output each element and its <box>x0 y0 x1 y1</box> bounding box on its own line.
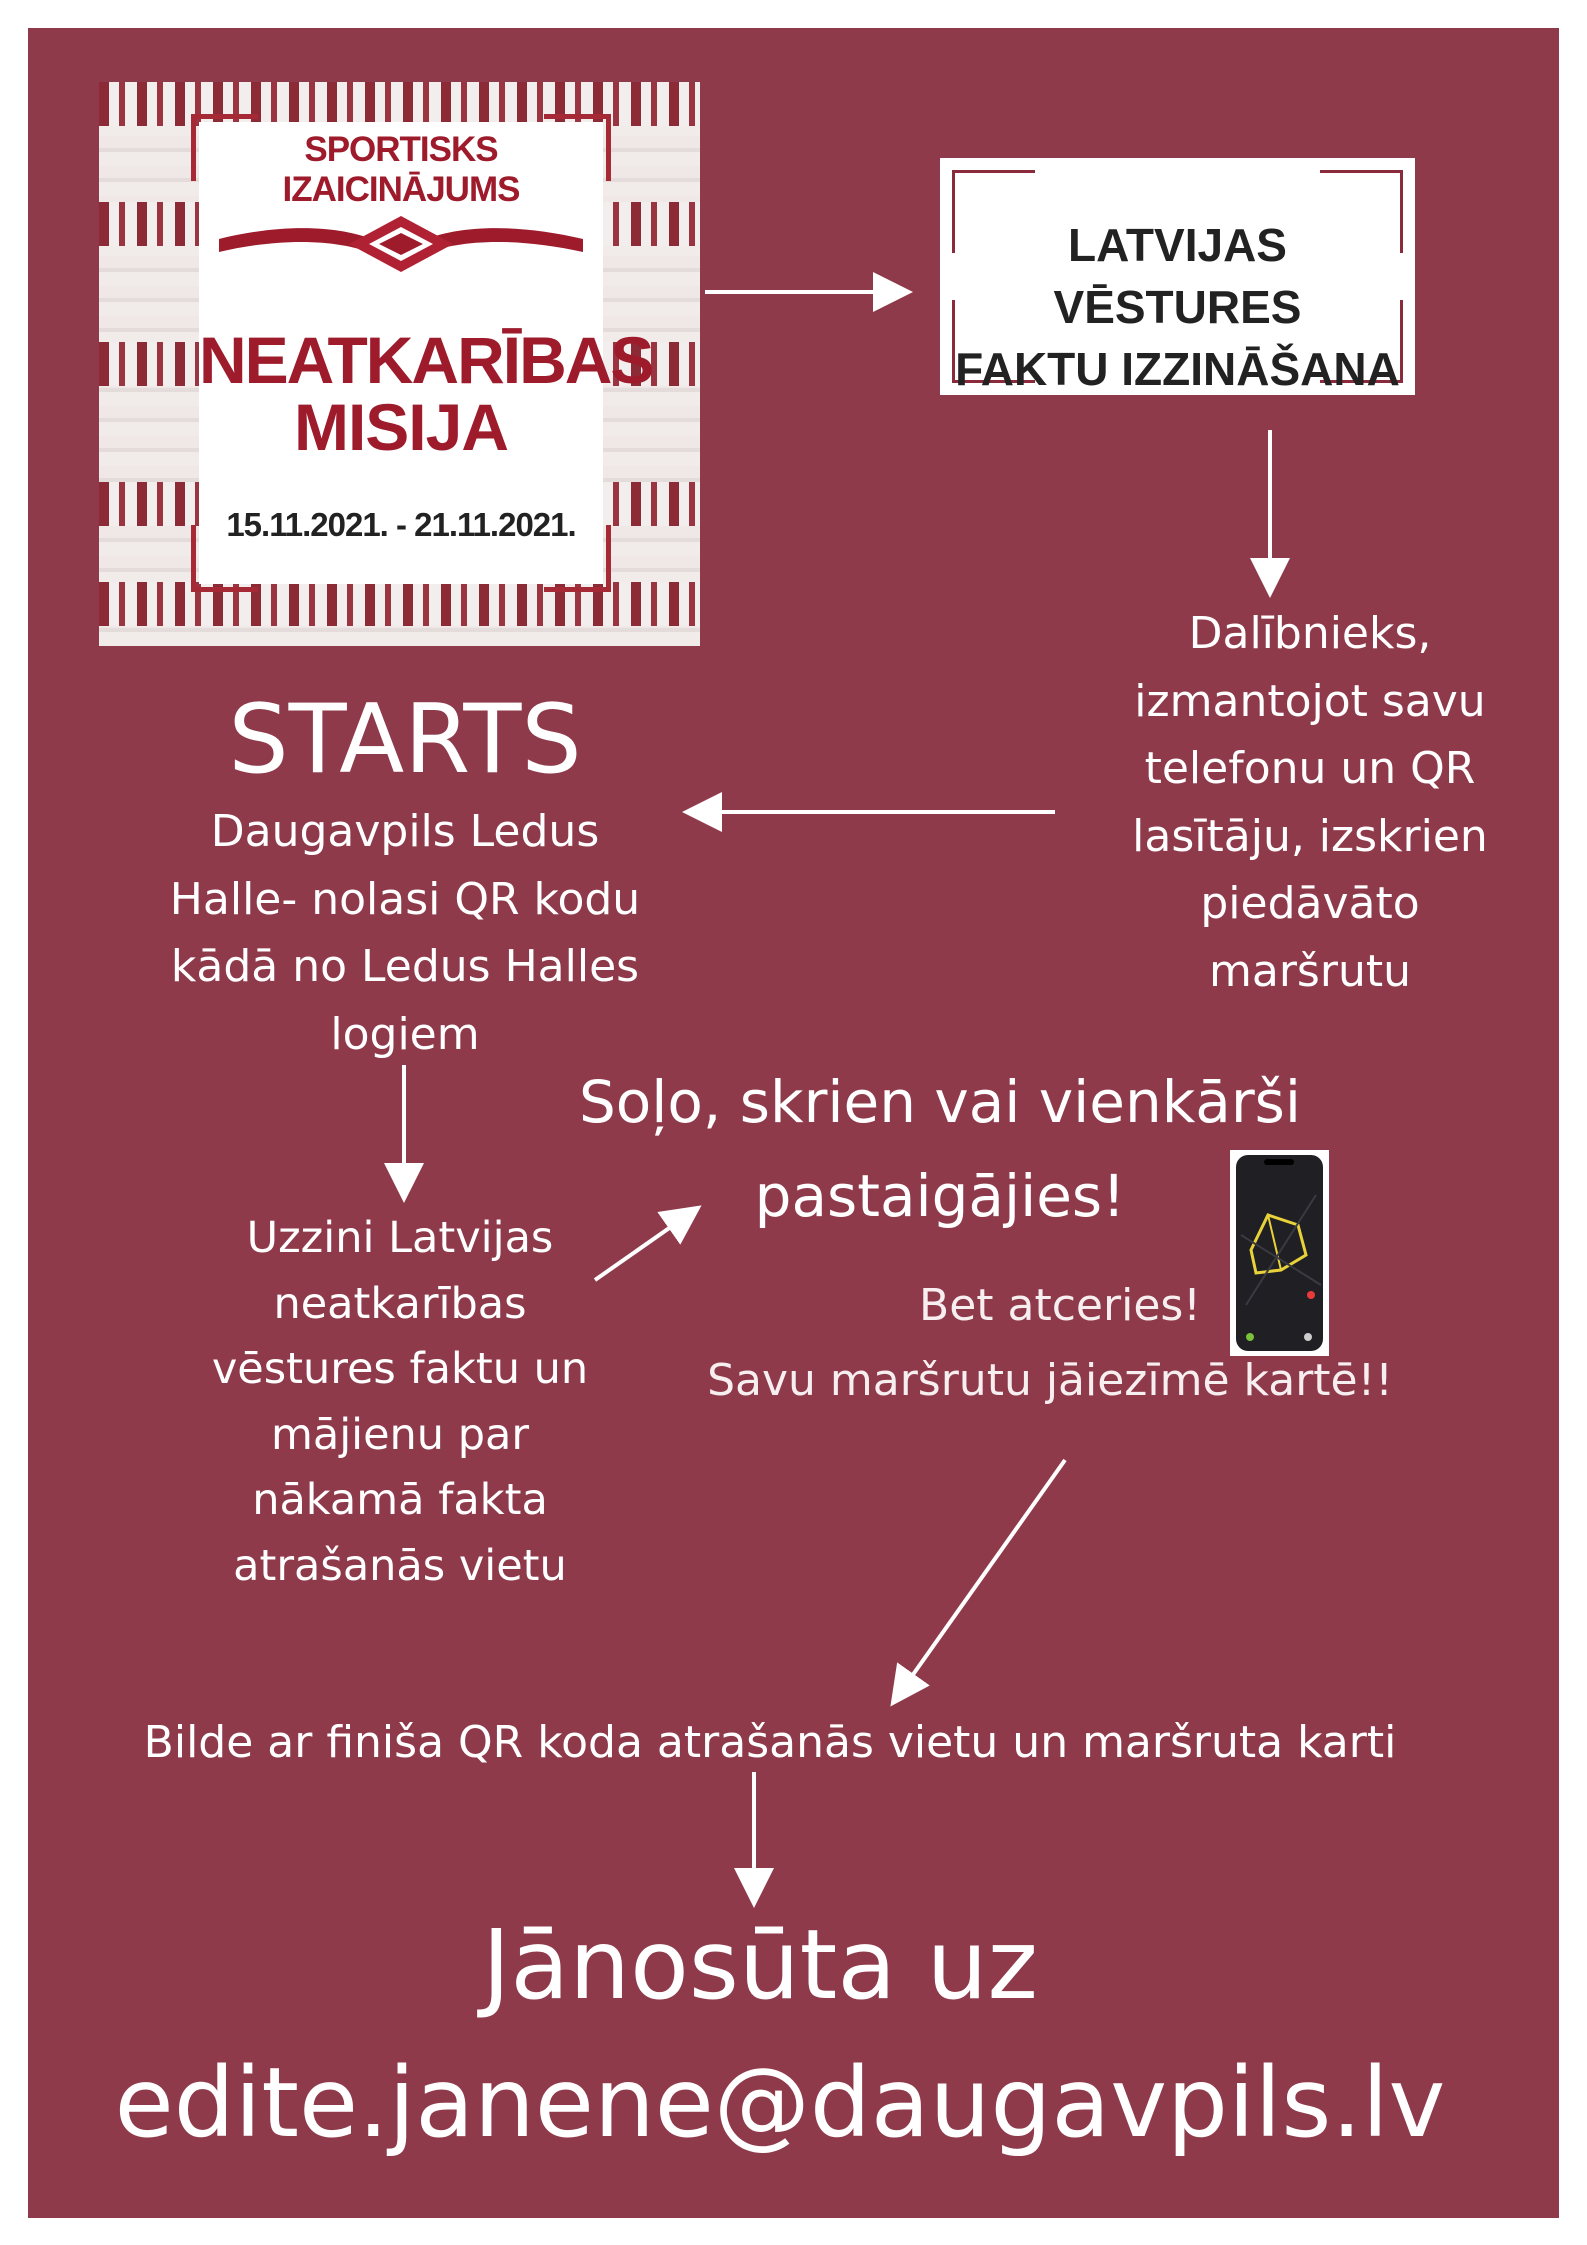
start-line: Halle- nolasi QR kodu <box>169 873 641 925</box>
remember-line2: Savu maršrutu jāiezīmē kartē!! <box>707 1355 1393 1406</box>
history-line1: LATVIJAS VĒSTURES <box>1053 219 1302 333</box>
promo-dates: 15.11.2021. - 21.11.2021. <box>226 506 576 543</box>
participant-line: lasītāju, izskrien <box>1132 810 1488 862</box>
arrow-remember-to-photo <box>895 1460 1065 1700</box>
learn-line: vēstures faktu un <box>211 1344 589 1394</box>
start-line: logiem <box>330 1008 480 1060</box>
learn-line: mājienu par <box>270 1409 530 1460</box>
walk-line2: pastaigājies! <box>754 1162 1126 1230</box>
send-heading: Jānosūta uz <box>482 1909 1038 2021</box>
learn-line: nākamā fakta <box>252 1475 548 1525</box>
arrow-learn-to-walk <box>595 1210 695 1280</box>
learn-line: atrašanās vietu <box>233 1540 567 1591</box>
walk-line1: Soļo, skrien vai vienkārši <box>578 1068 1302 1136</box>
promo-title-line2: MISIJA <box>293 390 509 464</box>
participant-line: telefonu un QR <box>1144 743 1476 794</box>
start-line: kādā no Ledus Halles <box>170 941 640 992</box>
learn-line: Uzzini Latvijas <box>246 1213 554 1263</box>
start-line: Daugavpils Ledus <box>210 806 600 857</box>
start-heading: STARTS <box>228 685 582 795</box>
promo-title-line1: NEATKARĪBAS <box>199 323 653 397</box>
participant-line: piedāvāto <box>1200 878 1420 929</box>
promo-top-title: SPORTISKS IZAICINĀJUMS <box>282 130 520 209</box>
participant-line: maršrutu <box>1209 945 1411 997</box>
remember-line1: Bet atceries! <box>919 1280 1201 1331</box>
learn-line: neatkarības <box>273 1278 527 1329</box>
photo-instructions: Bilde ar finiša QR koda atrašanās vietu un maršruta karti <box>143 1717 1397 1768</box>
contact-email[interactable]: edite.janene@daugavpils.lv <box>114 2047 1446 2159</box>
history-line2: FAKTU IZZINĀŠANA <box>955 343 1400 395</box>
participant-line: izmantojot savu <box>1134 675 1486 727</box>
participant-line: Dalībnieks, <box>1188 608 1432 659</box>
